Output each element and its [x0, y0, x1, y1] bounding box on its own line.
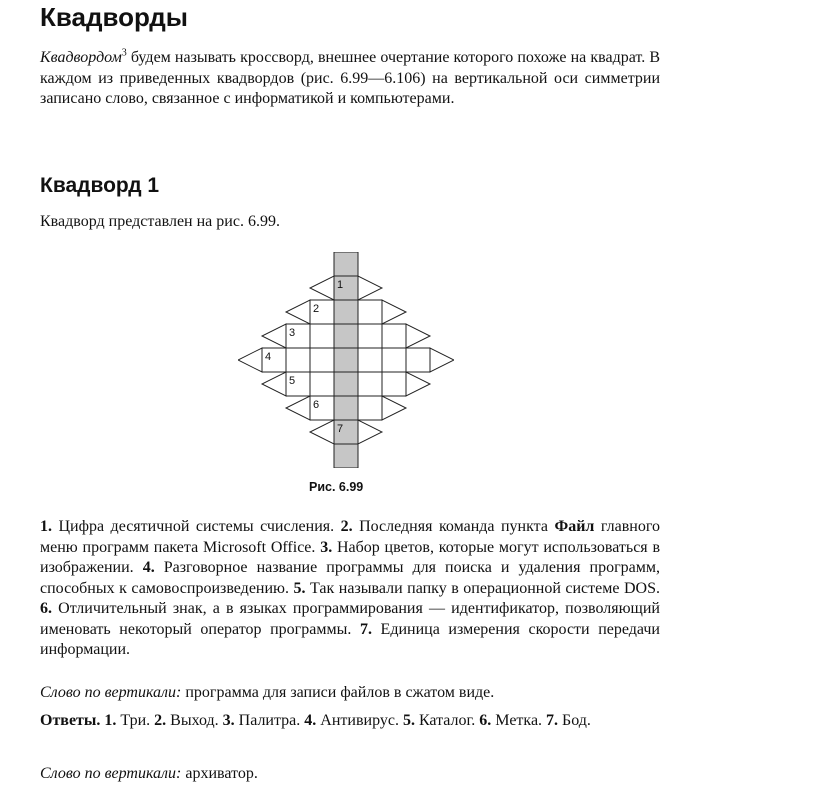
- intro-text: будем называть кроссворд, внешнее очертание которого похоже на квадрат. В каждом из приведенных квадвордов (рис. 6.99—6.106) на вертикальной оси симметрии записано слово, связанное с информатикой и компьютерами.: [40, 49, 660, 107]
- clue-number: 6.: [40, 600, 52, 617]
- grid-cell: [406, 348, 430, 372]
- grid-cell-edge: [406, 372, 430, 396]
- grid-cell-edge: [262, 372, 286, 396]
- grid-cell-edge: [382, 396, 406, 420]
- clue-number: 3.: [320, 538, 333, 556]
- clue-text: Последняя команда пункта: [352, 518, 555, 535]
- quadword-grid: [238, 252, 454, 468]
- answers-paragraph: [40, 711, 660, 732]
- page-title: Квадворды: [40, 2, 188, 32]
- clue-number-label: 2: [313, 303, 320, 315]
- answer-text: Антивирус.: [316, 712, 403, 729]
- answer-text: Палитра.: [234, 712, 305, 729]
- vertical-answer-text: архиватор.: [181, 765, 258, 782]
- grid-cell-edge: [286, 396, 310, 420]
- answer-text: Выход.: [166, 712, 223, 729]
- vertical-question-label: Слово по вертикали:: [40, 684, 182, 701]
- figure-reference: Квадворд представлен на рис. 6.99.: [40, 213, 280, 230]
- grid-cell-edge: [358, 276, 382, 300]
- answer-number: 6.: [479, 712, 492, 729]
- answer-text: Каталог.: [414, 712, 480, 729]
- answer-number: 4.: [304, 712, 317, 729]
- vertical-question: [40, 683, 660, 704]
- grid-cell-edge: [358, 420, 382, 444]
- grid-cell-highlight: [334, 372, 358, 396]
- answer-number: 2.: [154, 712, 167, 729]
- clue-text: Цифра десятичной системы счисления.: [52, 518, 341, 535]
- grid-cell: [358, 300, 382, 324]
- clue-text: главного меню программ пакета Microsoft Office.: [40, 518, 661, 556]
- clue-text: Разговорное название программы для поиска и удаления программ, способных к самовоспроизведению.: [40, 559, 660, 597]
- answer-number: 7.: [546, 712, 559, 729]
- grid-cell-highlight: [334, 252, 358, 276]
- grid-cell: [358, 372, 382, 396]
- grid-cell-edge: [406, 324, 430, 348]
- grid-cell-edge: [382, 300, 406, 324]
- figure-caption: Рис. 6.99: [309, 480, 364, 494]
- clue-number: 7.: [359, 620, 372, 638]
- clue-text: Так называли папку в операционной системе DOS.: [305, 579, 660, 597]
- clue-number: 4.: [142, 559, 155, 576]
- grid-cell: [358, 396, 382, 420]
- clue-number: 2.: [340, 518, 353, 535]
- clue-number-label: 5: [289, 375, 296, 387]
- clue-keyword: Файл: [554, 518, 595, 535]
- intro-term: Квадвордом: [40, 49, 122, 66]
- section-title: Квадворд 1: [40, 174, 160, 197]
- grid-cell: [382, 324, 406, 348]
- grid-cell-highlight: [334, 348, 358, 372]
- grid-cell-edge: [310, 276, 334, 300]
- answer-number: 5.: [402, 712, 415, 729]
- clue-text: Набор цветов, которые могут использоваться в изображении.: [40, 538, 660, 576]
- vertical-answer-label: Слово по вертикали:: [40, 765, 182, 782]
- grid-cell-edge: [238, 348, 262, 372]
- answer-number: 1.: [104, 712, 117, 729]
- grid-cell: [358, 348, 382, 372]
- clue-number-label: 6: [313, 399, 320, 411]
- clue-number: 5.: [293, 579, 306, 597]
- grid-cell: [310, 324, 334, 348]
- answer-text: Бод.: [558, 712, 591, 729]
- answer-text: Три.: [116, 712, 155, 729]
- grid-cell: [286, 348, 310, 372]
- grid-cell: [382, 348, 406, 372]
- grid-cell-edge: [430, 348, 454, 372]
- footnote-marker: 3: [121, 47, 127, 59]
- vertical-answer: [40, 764, 660, 785]
- clue-text: Единица измерения скорости передачи информации.: [40, 620, 660, 658]
- clues-paragraph: [40, 517, 660, 661]
- clue-number-label: 4: [265, 351, 272, 363]
- grid-cell-highlight: [334, 300, 358, 324]
- grid-cell-edge: [286, 300, 310, 324]
- grid-cell-highlight: [334, 396, 358, 420]
- grid-cell-highlight: [334, 324, 358, 348]
- grid-cell-edge: [310, 420, 334, 444]
- answers-label: Ответы.: [40, 712, 101, 729]
- clue-number-label: 1: [337, 279, 344, 291]
- intro-paragraph: [40, 48, 660, 110]
- grid-cell: [358, 324, 382, 348]
- vertical-question-text: программа для записи файлов в сжатом виде.: [181, 684, 495, 701]
- grid-cell: [382, 372, 406, 396]
- answer-number: 3.: [222, 712, 235, 729]
- clue-number: 1.: [40, 518, 52, 535]
- grid-cell-highlight: [334, 444, 358, 468]
- answer-text: Метка.: [491, 712, 547, 729]
- grid-cell: [310, 372, 334, 396]
- grid-cell-edge: [262, 324, 286, 348]
- clue-number-label: 7: [337, 423, 344, 435]
- grid-cell: [310, 348, 334, 372]
- clue-number-label: 3: [289, 327, 296, 339]
- clue-text: Отличительный знак, а в языках программирования — идентификатор, позволяющий именовать некоторый оператор программы.: [40, 600, 660, 638]
